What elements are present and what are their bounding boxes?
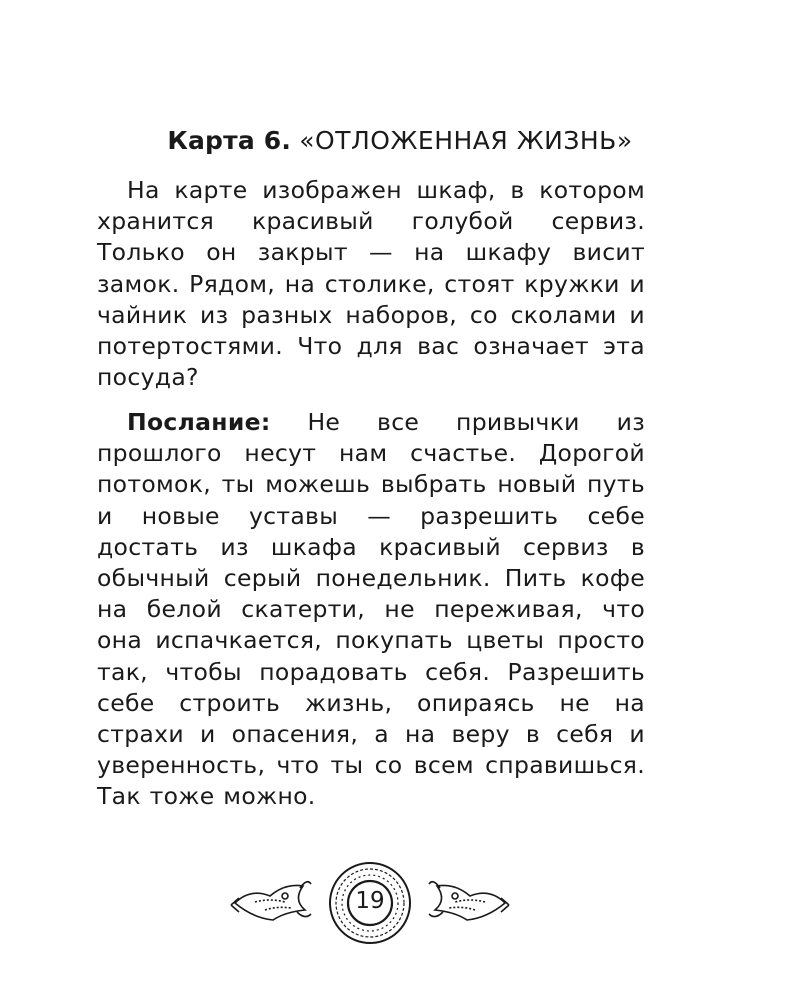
card-title: «ОТЛОЖЕННАЯ ЖИЗНЬ»: [299, 126, 633, 155]
right-flourish-icon: [429, 882, 509, 920]
page-title: [0, 124, 800, 158]
left-flourish-icon: [231, 882, 311, 920]
message-text: Не все привычки из прошлого несут нам счастье. Дорогой потомок, ты можешь выбрать новый путь и новые уставы — разрешить себе достать из шкафа красивый сервиз в обычный серый понедельник. Пить кофе на белой скатерти, не переживая, что она испачкается, покупать цветы просто так, чтобы порадовать себя. Разрешить себе строить жизнь, опираясь не на страхи и опасения, а на веру в себя и уверенность, что ты со всем справишься. Так тоже можно.: [97, 408, 645, 811]
page-number: 19: [355, 888, 385, 914]
card-number-label: Карта 6.: [167, 126, 292, 155]
card-description-text: На карте изображен шкаф, в котором хранится красивый голубой сервиз. Только он закрыт — на шкафу висит замок. Рядом, на столике, стоят кружки и чайник из разных наборов, со сколами и потертостями. Что для вас означает эта посуда?: [97, 176, 645, 392]
card-description-paragraph: [97, 175, 645, 393]
message-label: Послание:: [127, 408, 271, 436]
message-paragraph: [97, 407, 645, 813]
